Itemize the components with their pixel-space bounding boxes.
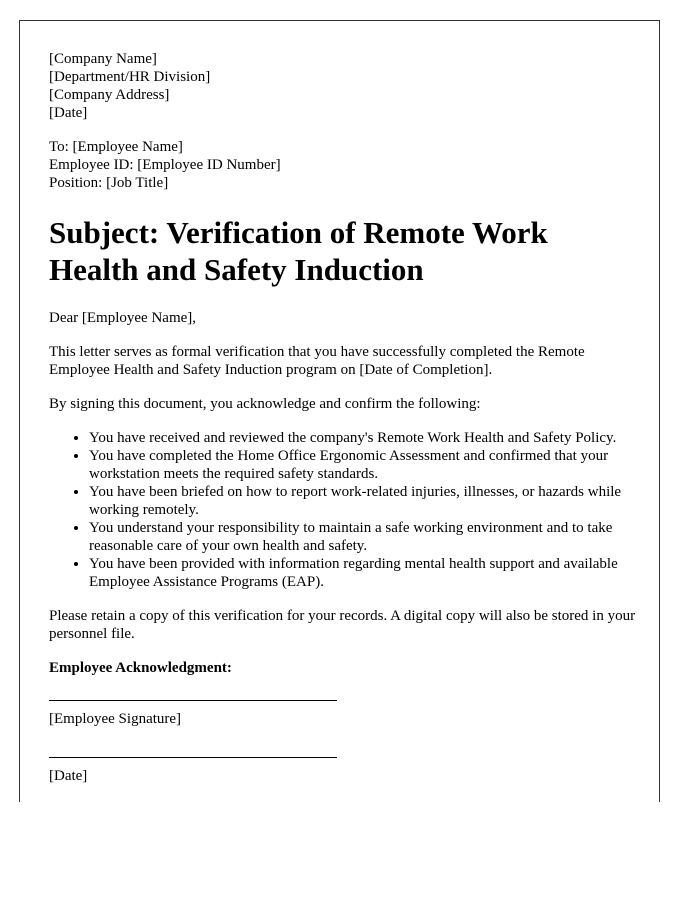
department: [Department/HR Division] xyxy=(49,69,211,85)
signature-line xyxy=(49,677,337,701)
date-line xyxy=(49,734,337,758)
verification-paragraph: This letter serves as formal verification that you have successfully completed the Remote Employee Health and Safety Induction program on [Date of Completion]. xyxy=(49,344,585,378)
list-item: • You have completed the Home Office Ergonomic Assessment and confirmed that your workstation meets the required safety standards. xyxy=(89,447,639,483)
signature-label: [Employee Signature] xyxy=(49,711,182,727)
position: Position: [Job Title] xyxy=(49,175,169,191)
acknowledgment-heading: Employee Acknowledgment: xyxy=(49,660,232,676)
retain-copy-paragraph: Please retain a copy of this verification for your records. A digital copy will also be stored in your personnel file. xyxy=(49,608,636,642)
letter-page xyxy=(19,20,660,802)
recipient-block xyxy=(49,138,639,192)
sender-block xyxy=(49,50,639,122)
list-item: • You have been provided with information regarding mental health support and available Employee Assistance Programs (EAP). xyxy=(89,555,639,591)
subject-heading: Subject: Verification of Remote Work Health and Safety Induction xyxy=(49,215,548,287)
company-address: [Company Address] xyxy=(49,87,170,103)
date-label: [Date] xyxy=(49,768,88,784)
employee-id: Employee ID: [Employee ID Number] xyxy=(49,157,281,173)
acknowledge-intro: By signing this document, you acknowledge and confirm the following: xyxy=(49,396,481,412)
company-name: [Company Name] xyxy=(49,51,157,67)
list-item: • You have been briefed on how to report work-related injuries, illnesses, or hazards while working remotely. xyxy=(89,483,639,519)
list-item: • You understand your responsibility to maintain a safe working environment and to take reasonable care of your own health and safety. xyxy=(89,519,639,555)
salutation: Dear [Employee Name], xyxy=(49,310,197,326)
acknowledgment-list xyxy=(49,429,639,591)
list-item: • You have received and reviewed the company's Remote Work Health and Safety Policy. xyxy=(89,429,639,447)
letter-date: [Date] xyxy=(49,105,88,121)
recipient-name: To: [Employee Name] xyxy=(49,139,183,155)
